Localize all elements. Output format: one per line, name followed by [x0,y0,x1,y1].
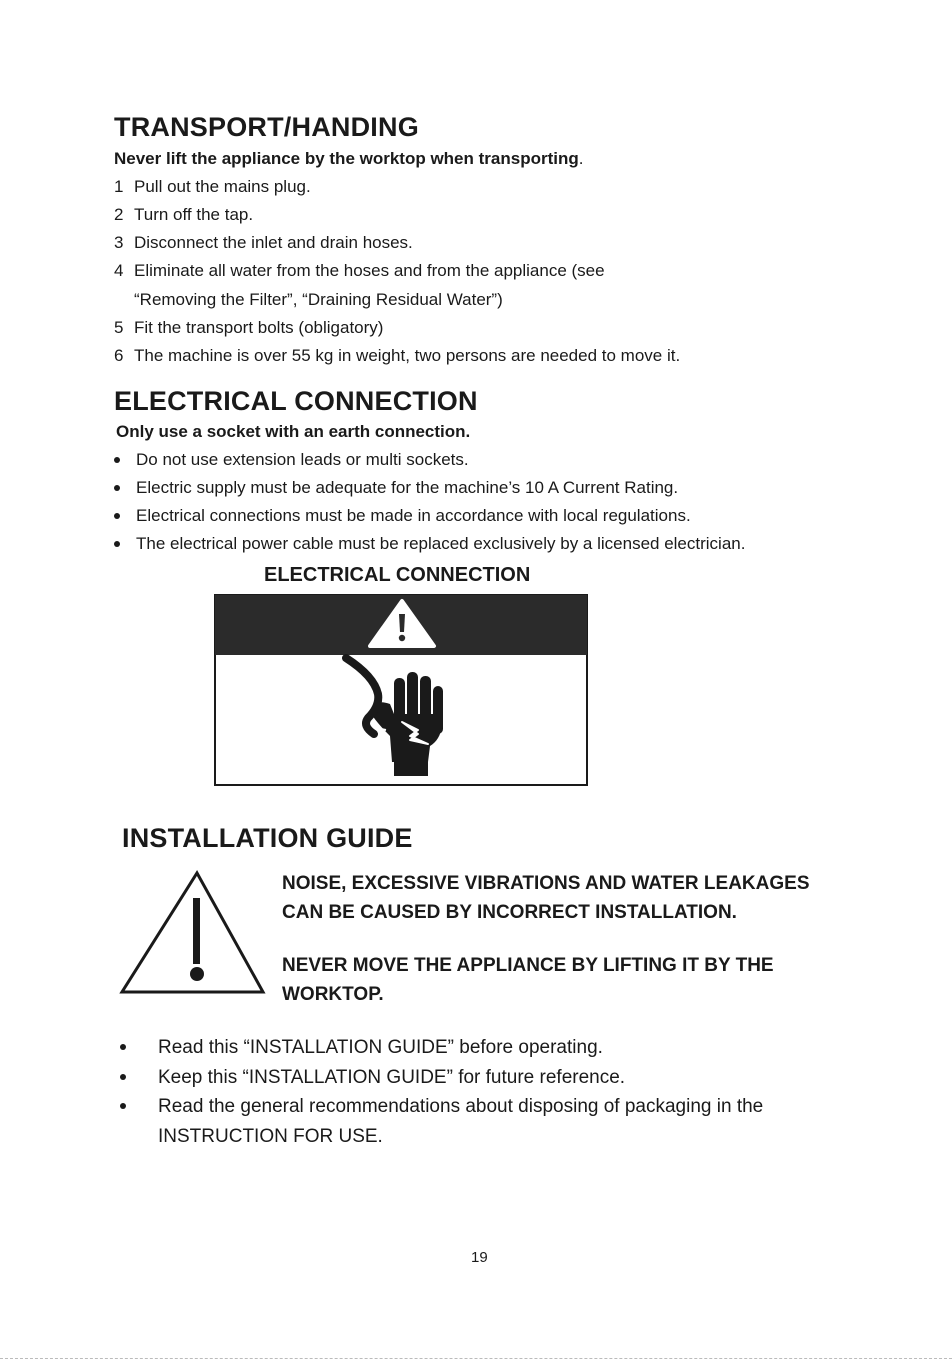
step-text: Pull out the mains plug. [134,177,311,196]
figure-caption: ELECTRICAL CONNECTION [264,564,531,586]
step-text: “Removing the Filter”, “Draining Residual Water”) [134,290,503,309]
bullet-dot [120,1074,126,1080]
warning-line: WORKTOP. [282,984,384,1005]
warning-line: CAN BE CAUSED BY INCORRECT INSTALLATION. [282,902,737,923]
step-text: Disconnect the inlet and drain hoses. [134,233,413,252]
installation-warning-1 [282,869,810,927]
bullet-dot [114,541,120,547]
caution-triangle-icon [118,868,270,996]
electrical-bullet [114,506,691,526]
installation-bullet [120,1037,603,1059]
electrical-bullet [114,478,678,498]
transport-lead [114,149,583,169]
step-number: 2 [114,205,124,224]
electrical-bullet [114,534,745,554]
shock-warning-graphic [214,594,588,786]
transport-step [114,261,605,281]
bullet-text: The electrical power cable must be replaced exclusively by a licensed electrician. [136,534,746,553]
installation-title: INSTALLATION GUIDE [122,823,413,853]
transport-lead-text: Never lift the appliance by the worktop when transporting [114,149,579,168]
electrical-title: ELECTRICAL CONNECTION [114,386,478,416]
step-number: 4 [114,261,124,280]
transport-step [114,346,680,366]
step-text: Turn off the tap. [134,205,254,224]
transport-title: TRANSPORT/HANDING [114,112,419,142]
step-number: 6 [114,346,124,365]
page-number: 19 [471,1249,488,1266]
installation-bullet [120,1067,625,1089]
step-number: 1 [114,177,124,196]
bullet-dot [114,485,120,491]
step-number: 3 [114,233,124,252]
bullet-text: Read the general recommendations about disposing of packaging in the [158,1096,764,1117]
transport-step [114,177,311,197]
bullet-text: Electric supply must be adequate for the machine’s 10 A Current Rating. [136,478,679,497]
step-number: 5 [114,318,124,337]
warning-line: NEVER MOVE THE APPLIANCE BY LIFTING IT BY THE [282,955,774,976]
installation-warning-2 [282,951,774,1009]
transport-step [114,318,383,338]
installation-bullet [120,1096,763,1118]
step-text: The machine is over 55 kg in weight, two persons are needed to move it. [134,346,681,365]
warning-line: NOISE, EXCESSIVE VIBRATIONS AND WATER LEAKAGES [282,873,810,894]
transport-step [114,205,253,225]
bullet-dot [114,513,120,519]
electrical-bullet [114,450,469,470]
shock-warning-panel [214,594,588,786]
transport-step-continuation [114,290,503,310]
bullet-dot [120,1103,126,1109]
bullet-dot [120,1044,126,1050]
bullet-text: Electrical connections must be made in accordance with local regulations. [136,506,691,525]
bullet-dot [114,457,120,463]
bullet-text: Read this “INSTALLATION GUIDE” before operating. [158,1037,603,1058]
electrical-lead: Only use a socket with an earth connection. [116,422,471,441]
bullet-text: Keep this “INSTALLATION GUIDE” for future reference. [158,1067,626,1088]
transport-lead-period: . [578,149,584,168]
transport-step [114,233,413,253]
installation-bullet-continuation: INSTRUCTION FOR USE. [158,1126,383,1147]
page-bottom-edge [0,1358,952,1359]
bullet-text: Do not use extension leads or multi sockets. [136,450,469,469]
step-text: Fit the transport bolts (obligatory) [134,318,384,337]
step-text: Eliminate all water from the hoses and from the appliance (see [134,261,605,280]
